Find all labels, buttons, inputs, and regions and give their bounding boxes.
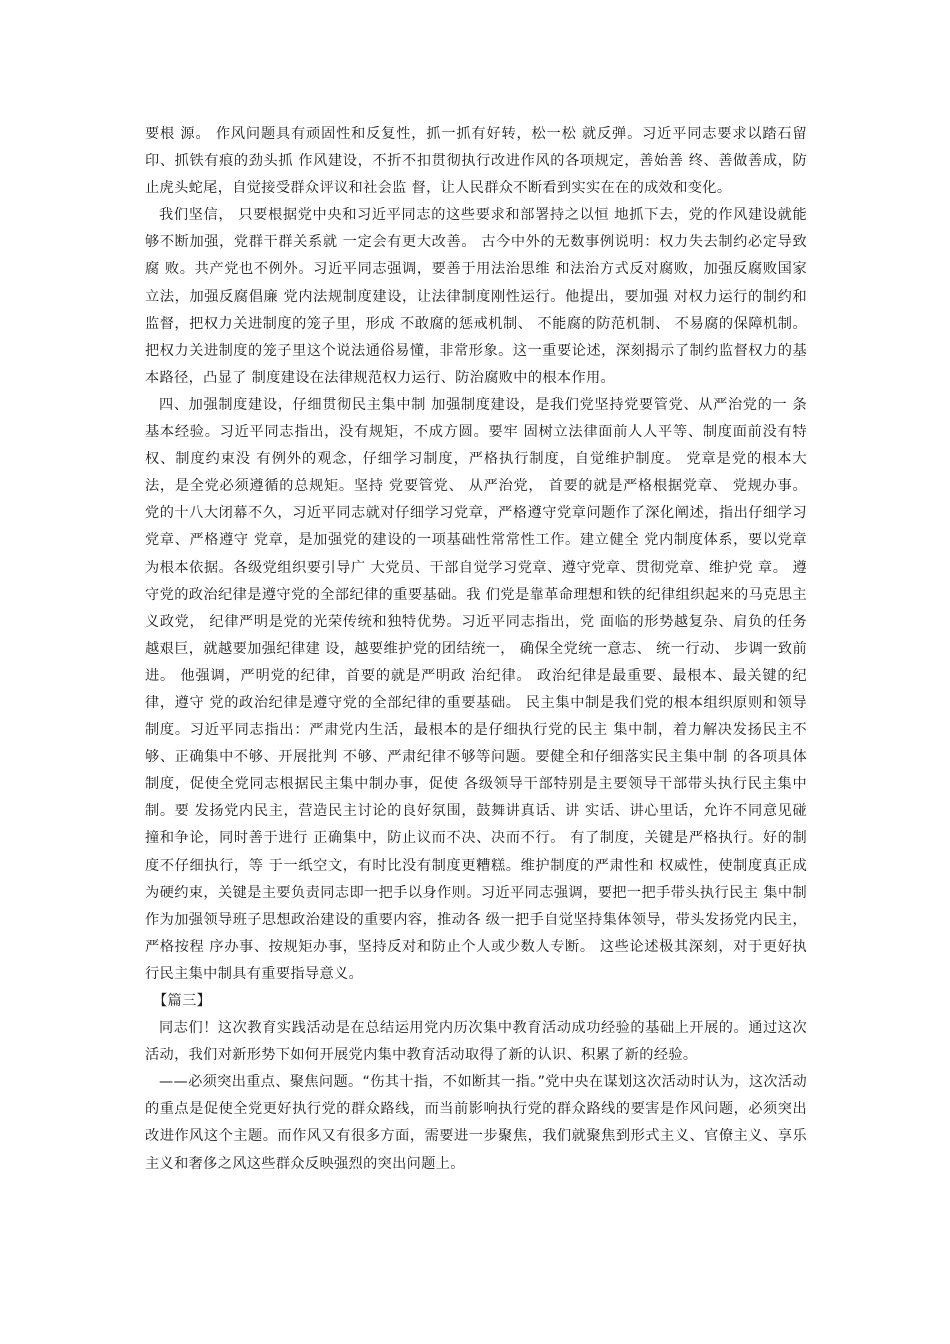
body-paragraph-1: 要根 源。 作风问题具有顽固性和反复性，抓一抓有好转，松一松 就反弹。习近平同志要求以踏石留印、抓铁有痕的劲头抓 作风建设，不折不扣贯彻执行改进作风的各项规定，善始善 终、善做善成，防止虎头蛇尾，自觉接受群众评议和社会监 督，让人民群众不断看到实实在在的成效和变化。 [145, 126, 807, 197]
body-paragraph-2: 我们坚信， 只要根据党中央和习近平同志的这些要求和部署持之以恒 地抓下去，党的作风建设就能够不断加强，党群干群关系就 一定会有更大改善。 古今中外的无数事例说明：权力失去制约必定导致腐 败。共产党也不例外。习近平同志强调，要善于用法治思维 和法治方式反对腐败，加强反腐败国家立法，加强反腐倡廉 党内法规制度建设，让法律制度刚性运行。他提出，要加强 对权力运行的制约和监督，把权力关进制度的笼子里，形成 不敢腐的惩戒机制、 不能腐的防范机制、 不易腐的保障机制。 把权力关进制度的笼子里这个说法通俗易懂，非常形象。这一重要论述，深刻揭示了制约监督权力的基本路径，凸显了 制度建设在法律规范权力运行、防治腐败中的根本作用。 [145, 207, 807, 386]
section-heading-part-three: 【篇三】 [153, 993, 212, 1009]
body-paragraph-5: 同志们！这次教育实践活动是在总结运用党内历次集中教育活动成功经验的基础上开展的。通过这次活动，我们对新形势下如何开展党内集中教育活动取得了新的认识、积累了新的经验。 [145, 1020, 807, 1064]
body-paragraph-6: ——必须突出重点、聚焦问题。“伤其十指，不如断其一指。”党中央在谋划这次活动时认为，这次活动的重点是促使全党更好执行党的群众路线，而当前影响执行党的群众路线的要害是作风问题，必须突出改进作风这个主题。而作风又有很多方面，需要进一步聚焦，我们就聚焦到形式主义、官僚主义、享乐主义和奢侈之风这些群众反映强烈的突出问题上。 [145, 1074, 807, 1172]
section-four-paragraph: 四、加强制度建设，仔细贯彻民主集中制 加强制度建设，是我们党坚持党要管党、从严治党的一 条基本经验。习近平同志指出，没有规矩，不成方圆。要牢 固树立法律面前人人平等、制度面前没有特权、制度约束没 有例外的观念，仔细学习制度，严格执行制度，自觉维护制度。 党章是党的根本大法，是全党必须遵循的总规矩。坚持 党要管党、 从严治党， 首要的就是严格根据党章、 党规办事。 党的十八大闭幕不久，习近平同志就对仔细学习党章，严格遵守党章问题作了深化阐述，指出仔细学习党章、严格遵守 党章，是加强党的建设的一项基础性常常性工作。建立健全 党内制度体系，要以党章为根本依据。各级党组织要引导广 大党员、干部自觉学习党章、遵守党章、贯彻党章、维护党 章。 遵守党的政治纪律是遵守党的全部纪律的重要基础。我 们党是靠革命理想和铁的纪律组织起来的马克思主义政党， 纪律严明是党的光荣传统和独特优势。习近平同志指出，党 面临的形势越复杂、肩负的任务越艰巨，就越要加强纪律建 设，越要维护党的团结统一， 确保全党统一意志、 统一行动、 步调一致前进。 他强调，严明党的纪律，首要的就是严明政 治纪律。 政治纪律是最重要、最根本、最关键的纪律，遵守 党的政治纪律是遵守党的全部纪律的重要基础。 民主集中制是我们党的根本组织原则和领导制度。习近平同志指出：严肃党内生活，最根本的是仔细执行党的民主 集中制，着力解决发扬民主不够、正确集中不够、开展批判 不够、严肃纪律不够等问题。要健全和仔细落实民主集中制 的各项具体制度，促使全党同志根据民主集中制办事，促使 各级领导干部特别是主要领导干部带头执行民主集中制。要 发扬党内民主，营造民主讨论的良好氛围，鼓舞讲真话、讲 实话、讲心里话，允许不同意见碰撞和争论，同时善于进行 正确集中，防止议而不决、决而不行。 有了制度，关键是严格执行。好的制度不仔细执行，等 于一纸空文，有时比没有制度更糟糕。维护制度的严肃性和 权威性，使制度真正成为硬约束，关键是主要负责同志即一把手以身作则。习近平同志强调，要把一把手带头执行民主 集中制作为加强领导班子思想政治建设的重要内容，推动各 级一把手自觉坚持集体领导，带头发扬党内民主，严格按程 序办事、按规矩办事，坚持反对和防止个人或少数人专断。 这些论述极其深刻，对于更好执行民主集中制具有重要指导意义。 [145, 396, 807, 982]
document-page [145, 121, 807, 1178]
